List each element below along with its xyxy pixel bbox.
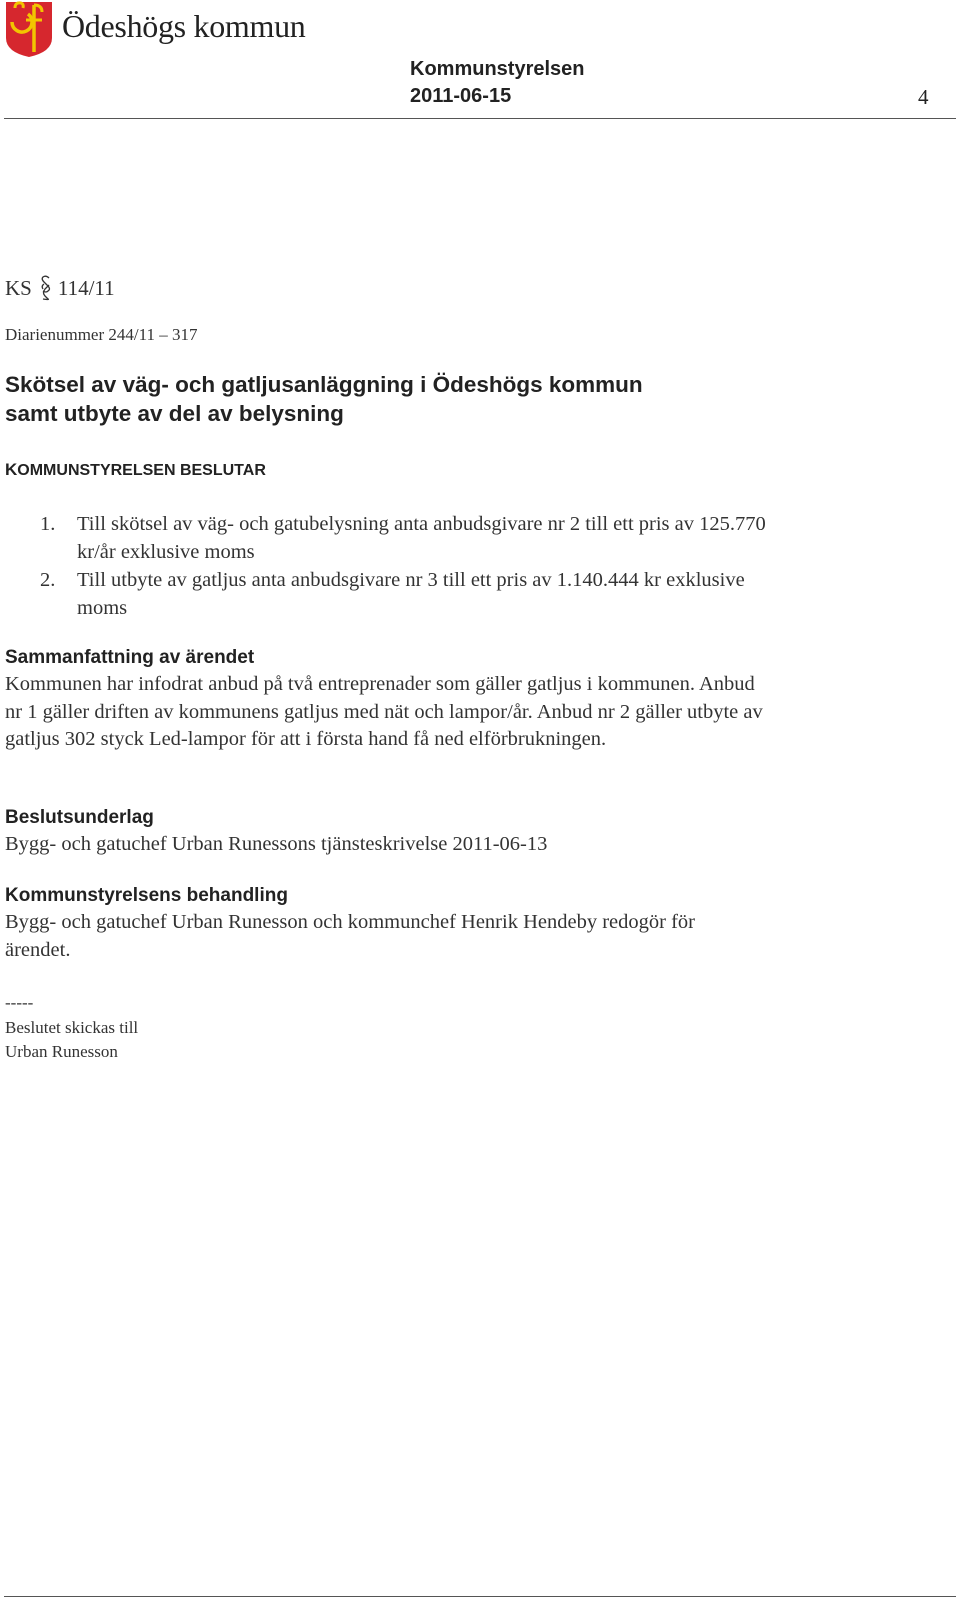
decision-item	[5, 510, 785, 566]
case-number	[5, 275, 115, 301]
distribution-recipient: Urban Runesson	[5, 1042, 118, 1061]
case-title-line-2: samt utbyte av del av belysning	[5, 401, 344, 426]
decision-item	[5, 566, 785, 622]
basis-body: Bygg- och gatuchef Urban Runessons tjänsteskrivelse 2011-06-13	[5, 833, 548, 855]
section-sign-icon	[40, 275, 52, 301]
distribution-label: Beslutet skickas till	[5, 1018, 139, 1037]
case-title	[5, 370, 643, 428]
decision-heading-initial: K	[5, 460, 18, 479]
case-id: 114/11	[57, 275, 115, 300]
separator: -----	[5, 993, 34, 1012]
logo-text: Ödeshögs kommun	[62, 8, 306, 44]
header-date: 2011-06-15	[410, 85, 512, 107]
municipality-logo	[4, 0, 54, 58]
decision-item-text: Till utbyte av gatljus anta anbudsgivare nr 3 till ett pris av 1.140.444 kr exklusive moms	[77, 569, 745, 619]
decision-heading-rest: OMMUNSTYRELSEN BESLUTAR	[17, 462, 266, 479]
decision-item-text: Till skötsel av väg- och gatubelysning anta anbudsgivare nr 2 till ett pris av 125.770 kr/år exklusive moms	[77, 513, 766, 563]
diary-number: Diarienummer 244/11 – 317	[5, 325, 198, 344]
handling-body: Bygg- och gatuchef Urban Runesson och kommunchef Henrik Hendeby redogör för ärendet.	[5, 911, 695, 961]
handling-heading: Kommunstyrelsens behandling	[5, 885, 288, 906]
page-number: 4	[918, 85, 929, 109]
header-divider	[4, 118, 956, 119]
summary-body: Kommunen har infodrat anbud på två entreprenader som gäller gatljus i kommunen. Anbud nr 1 gäller driften av kommunens gatljus med nät och lampor/år. Anbud nr 2 gäller utbyte av gatljus 302 styck Led-lampor för att i första hand få ned elförbrukningen.	[5, 673, 763, 750]
decision-list	[5, 510, 785, 622]
case-title-line-1: Skötsel av väg- och gatljusanläggning i Ödeshögs kommun	[5, 372, 643, 397]
footer-divider	[4, 1596, 956, 1597]
basis-heading: Beslutsunderlag	[5, 807, 154, 828]
summary-heading: Sammanfattning av ärendet	[5, 647, 255, 668]
decision-item-number: 1.	[40, 513, 56, 535]
header-organization: Kommunstyrelsen	[410, 58, 585, 80]
decision-item-number: 2.	[40, 569, 56, 591]
decision-heading	[5, 460, 266, 480]
case-prefix: KS	[5, 275, 32, 300]
